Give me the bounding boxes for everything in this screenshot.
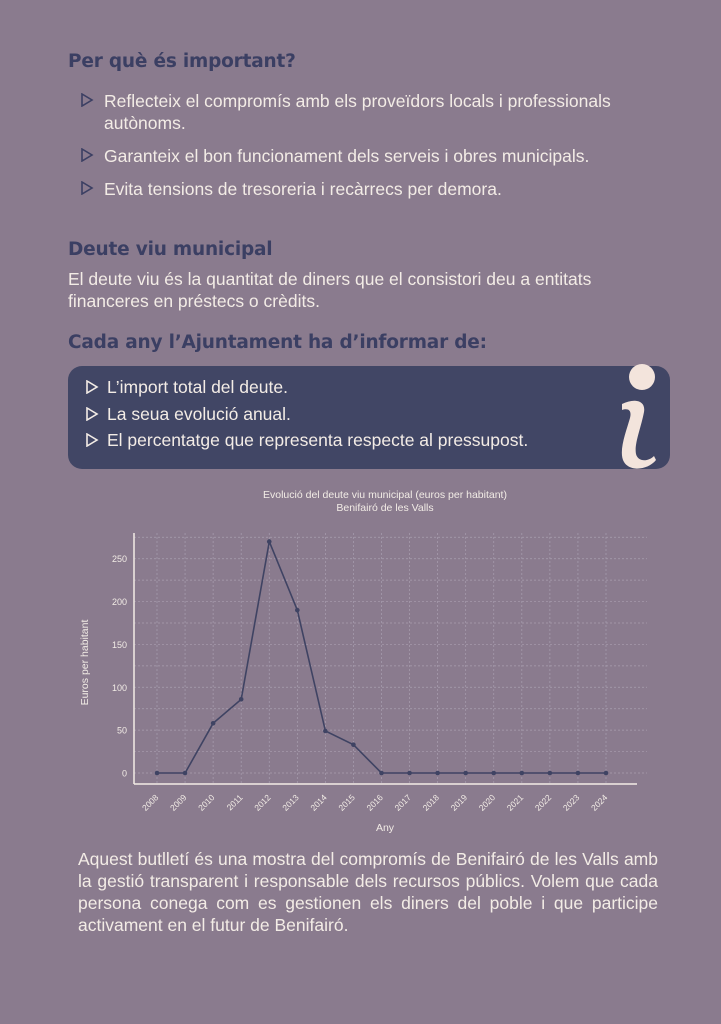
- list-item: [80, 145, 640, 167]
- importance-list: [80, 90, 640, 200]
- y-tick-label: 100: [111, 682, 127, 693]
- report-list: [85, 374, 528, 454]
- section-heading-report: Cada any l’Ajuntament ha d’informar de:: [68, 332, 487, 353]
- x-tick-label: 2024: [588, 792, 610, 813]
- x-tick-label: 2017: [392, 792, 413, 813]
- data-point: [491, 771, 496, 776]
- chart-axes: [134, 533, 637, 784]
- x-tick-label: 2023: [560, 792, 582, 813]
- y-tick-label: 250: [111, 554, 127, 565]
- data-point: [548, 771, 553, 776]
- list-item: [85, 401, 528, 428]
- list-item: [80, 90, 640, 134]
- list-item: [85, 427, 528, 454]
- triangle-bullet-icon: [80, 181, 94, 195]
- x-tick-label: 2011: [224, 792, 245, 813]
- data-point: [407, 771, 412, 776]
- data-point: [520, 771, 525, 776]
- info-icon: [604, 362, 664, 472]
- triangle-bullet-icon: [80, 148, 94, 162]
- list-item: [85, 374, 528, 401]
- x-tick-labels: [140, 792, 610, 813]
- section-heading-debt: Deute viu municipal: [68, 239, 273, 260]
- y-tick-label: 200: [111, 597, 127, 608]
- data-point: [576, 771, 581, 776]
- data-point: [435, 771, 440, 776]
- list-item-text: El percentatge que representa respecte al pressupost.: [107, 430, 529, 450]
- x-tick-label: 2019: [448, 792, 470, 813]
- x-tick-label: 2022: [532, 792, 554, 813]
- data-point: [323, 729, 328, 734]
- data-point: [295, 608, 300, 613]
- y-tick-label: 0: [121, 768, 127, 779]
- data-point: [379, 771, 384, 776]
- triangle-bullet-icon: [85, 380, 99, 394]
- x-tick-label: 2016: [364, 792, 385, 813]
- x-tick-label: 2014: [308, 792, 329, 813]
- list-item-text: La seua evolució anual.: [107, 403, 291, 424]
- chart-grid: [134, 533, 647, 784]
- data-point: [155, 771, 160, 776]
- data-point: [183, 771, 188, 776]
- x-axis-label: Any: [375, 822, 395, 834]
- debt-line-chart: [70, 525, 650, 843]
- list-item-text: L’import total del deute.: [107, 377, 288, 397]
- x-tick-label: 2015: [336, 792, 357, 813]
- data-point: [267, 539, 272, 544]
- list-item-text: Evita tensions de tresoreria i recàrrecs per demora.: [104, 179, 502, 199]
- triangle-bullet-icon: [85, 433, 99, 447]
- x-tick-label: 2013: [280, 792, 301, 813]
- data-point: [604, 771, 609, 776]
- section-heading-importance: Per què és important?: [68, 51, 296, 72]
- x-tick-label: 2018: [420, 792, 442, 813]
- y-tick-labels: [112, 554, 127, 778]
- debt-description: El deute viu és la quantitat de diners que el consistori deu a entitats financeres en préstecs o crèdits.: [68, 269, 592, 311]
- chart-title: Evolució del deute viu municipal (euros per habitant): [263, 489, 507, 501]
- closing-paragraph: Aquest butlletí és una mostra del compromís de Benifairó de les Valls amb la gestió transparent i responsable dels recursos públics. Volem que cada persona conega com es gestionen els diners del poble i que participe activament en el futur de Benifairó.: [78, 849, 658, 935]
- x-tick-label: 2008: [139, 792, 161, 813]
- data-point: [351, 742, 356, 747]
- x-tick-label: 2021: [504, 792, 526, 813]
- triangle-bullet-icon: [80, 93, 94, 107]
- x-tick-label: 2020: [476, 792, 498, 813]
- y-axis-label: Euros per habitant: [79, 619, 91, 706]
- data-point: [211, 721, 216, 726]
- y-tick-label: 50: [116, 725, 127, 736]
- x-tick-label: 2010: [196, 792, 217, 813]
- x-tick-label: 2012: [252, 792, 273, 813]
- data-point: [239, 697, 244, 702]
- list-item-text: Garanteix el bon funcionament dels serveis i obres municipals.: [104, 146, 590, 166]
- y-tick-label: 150: [111, 639, 127, 650]
- chart-subtitle: Benifairó de les Valls: [336, 502, 434, 514]
- info-box: [68, 366, 670, 469]
- x-tick-label: 2009: [168, 792, 189, 813]
- list-item: [80, 178, 640, 200]
- triangle-bullet-icon: [85, 407, 99, 421]
- data-point: [463, 771, 468, 776]
- list-item-text: Reflecteix el compromís amb els proveïdors locals i professionals autònoms.: [104, 91, 611, 133]
